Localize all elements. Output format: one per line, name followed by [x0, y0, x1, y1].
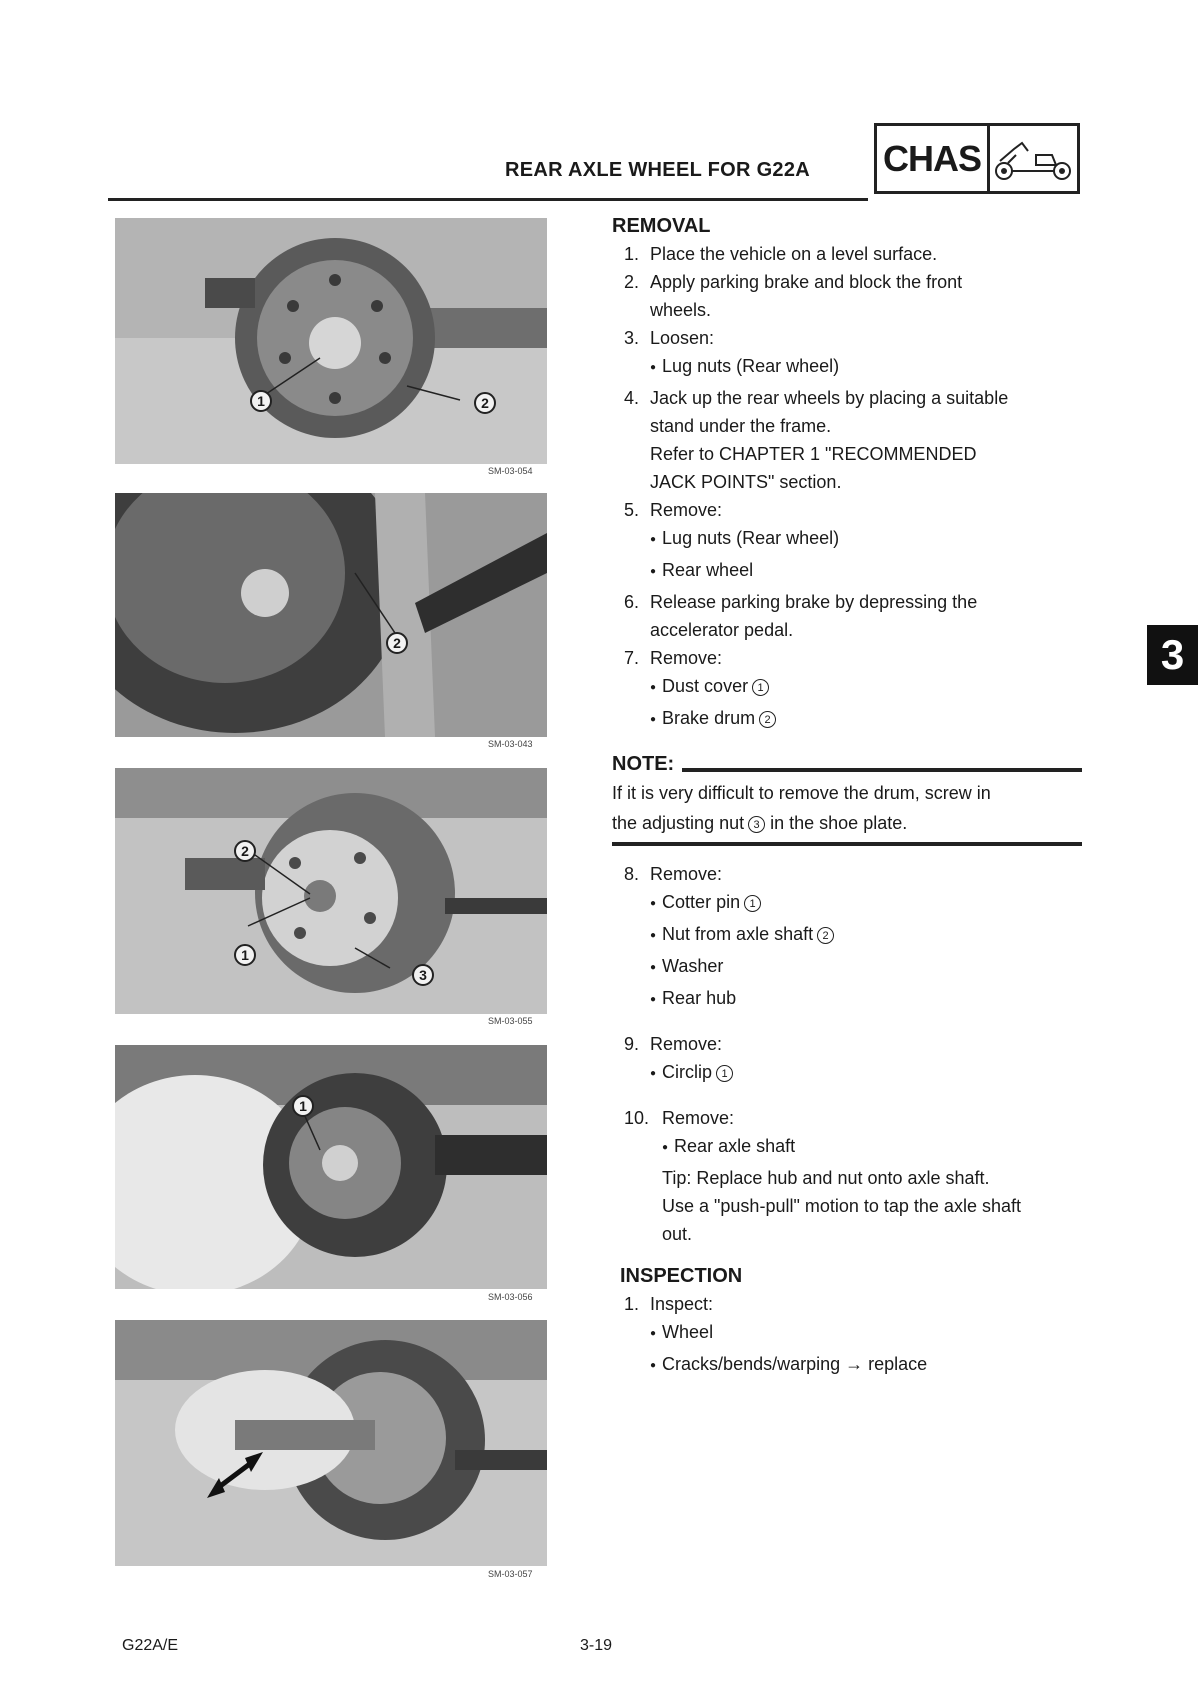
ref-mark: 1 — [716, 1065, 733, 1082]
header-rule — [108, 198, 868, 201]
photo-code: SM-03-054 — [488, 466, 533, 476]
bullet-item: ● Cracks/bends/warping → replace — [612, 1350, 1082, 1382]
photo-hub-lug-nuts — [115, 218, 547, 464]
tip-line: out. — [662, 1224, 693, 1244]
ref-mark: 3 — [748, 816, 765, 833]
bullet-item: ● Rear axle shaft — [612, 1132, 1082, 1164]
bullet-item: ● Rear hub — [612, 984, 1082, 1016]
photo-axle-shaft-removal — [115, 1320, 547, 1566]
chapter-tab: 3 — [1147, 625, 1198, 685]
step: 10. Remove: — [624, 1108, 735, 1128]
photo-axle-nut — [115, 768, 547, 1014]
bullet-item: ● Lug nuts (Rear wheel) — [612, 352, 1082, 384]
bullet-item: ● Circlip 1 — [612, 1058, 1082, 1090]
section-tag: CHAS — [877, 126, 990, 191]
step: 5. Remove: — [624, 500, 723, 520]
photo-brake-drum — [115, 493, 547, 737]
step: 6. Release parking brake by depressing the — [624, 592, 978, 612]
bullet-item: ● Dust cover 1 — [612, 672, 1082, 704]
photo-code: SM-03-057 — [488, 1569, 533, 1579]
photo1-callout-1: 1 — [250, 390, 272, 412]
step: 8. Remove: — [624, 864, 723, 884]
section-heading-removal: REMOVAL — [612, 215, 711, 237]
section-tag-box — [874, 123, 1080, 194]
step: 2. Apply parking brake and block the front — [624, 272, 963, 292]
note-line: If it is very difficult to remove the drum, screw in — [612, 783, 991, 803]
note-rule-top — [682, 768, 1082, 772]
step-continuation: stand under the frame. — [650, 416, 832, 436]
bullet-item: ● Nut from axle shaft 2 — [612, 920, 1082, 952]
step-continuation: Refer to CHAPTER 1 "RECOMMENDED — [650, 444, 977, 464]
photo3-callout-1: 1 — [234, 944, 256, 966]
photo1-callout-2: 2 — [474, 392, 496, 414]
step-continuation: wheels. — [650, 300, 712, 320]
step: 4. Jack up the rear wheels by placing a suitable — [624, 388, 1009, 408]
note-box — [612, 750, 1082, 846]
bullet-item: ● Lug nuts (Rear wheel) — [612, 524, 1082, 556]
bullet-item: ● Cotter pin 1 — [612, 888, 1082, 920]
ref-mark: 1 — [752, 679, 769, 696]
step: 1. Place the vehicle on a level surface. — [624, 244, 938, 264]
photo2-callout-2: 2 — [386, 632, 408, 654]
photo3-callout-3: 3 — [412, 964, 434, 986]
photo-circlip — [115, 1045, 547, 1289]
page-title: REAR AXLE WHEEL FOR G22A — [505, 159, 811, 181]
page-number: 3-19 — [580, 1637, 613, 1654]
step: 9. Remove: — [624, 1034, 723, 1054]
photo-code: SM-03-055 — [488, 1016, 533, 1026]
procedure-column — [612, 212, 1082, 1382]
ref-mark: 2 — [817, 927, 834, 944]
step-continuation: JACK POINTS" section. — [650, 472, 842, 492]
photo-code: SM-03-056 — [488, 1292, 533, 1302]
photo4-callout-1: 1 — [292, 1095, 314, 1117]
section-heading-inspection: INSPECTION — [620, 1265, 743, 1287]
ref-mark: 1 — [744, 895, 761, 912]
bullet-item: ● Washer — [612, 952, 1082, 984]
note-line: the adjusting nut 3 in the shoe plate. — [612, 813, 908, 833]
golf-car-icon — [990, 126, 1077, 191]
tip-line: Tip: Replace hub and nut onto axle shaft. — [662, 1168, 990, 1188]
footer-model: G22A/E — [122, 1637, 179, 1654]
note-heading: NOTE: — [612, 753, 675, 775]
step: 7. Remove: — [624, 648, 723, 668]
bullet-item: ● Rear wheel — [612, 556, 1082, 588]
step: 3. Loosen: — [624, 328, 715, 348]
step-continuation: accelerator pedal. — [650, 620, 794, 640]
bullet-item: ● Wheel — [612, 1318, 1082, 1350]
step: 1. Inspect: — [624, 1294, 714, 1314]
bullet-item: ● Brake drum 2 — [612, 704, 1082, 736]
photo-code: SM-03-043 — [488, 739, 533, 749]
ref-mark: 2 — [759, 711, 776, 728]
photo3-callout-2: 2 — [234, 840, 256, 862]
tip-line: Use a "push-pull" motion to tap the axle shaft — [662, 1196, 1021, 1216]
